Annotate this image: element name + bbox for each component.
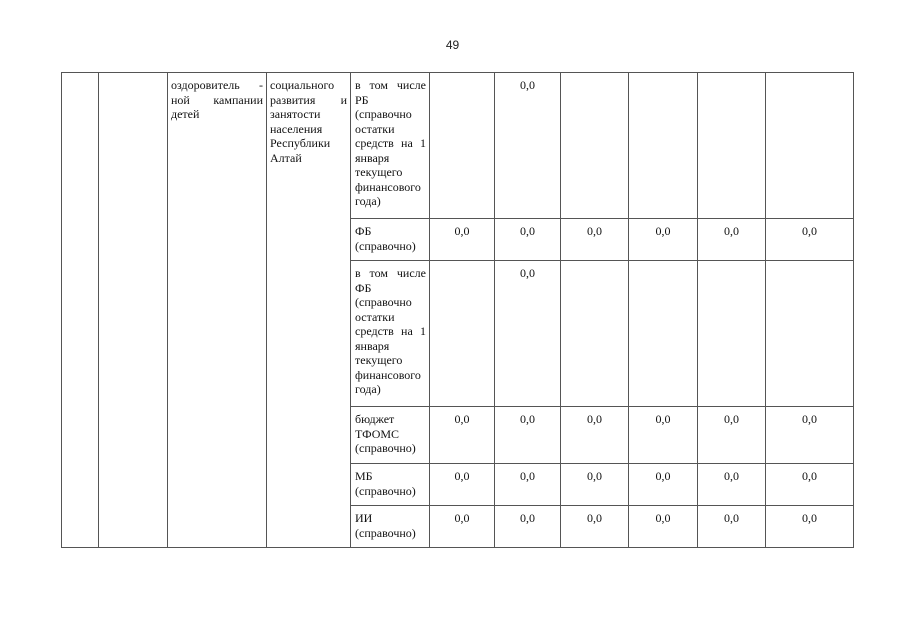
funding-source-cell: в том числе ФБ (справочно остатки средств на 1 января текущего финансового года) (351, 261, 430, 407)
value-cell: 0,0 (629, 219, 698, 261)
value-cell: 0,0 (495, 506, 561, 548)
value-cell: 0,0 (495, 73, 561, 219)
value-cell: 0,0 (698, 407, 766, 464)
value-cell (766, 261, 854, 407)
value-cell (629, 261, 698, 407)
value-cell: 0,0 (766, 219, 854, 261)
value-cell (561, 73, 629, 219)
program-cell (99, 73, 168, 548)
value-cell: 0,0 (430, 506, 495, 548)
value-cell (430, 73, 495, 219)
funding-table (61, 72, 854, 548)
value-cell: 0,0 (766, 506, 854, 548)
value-cell (561, 261, 629, 407)
table-row (62, 73, 854, 219)
value-cell: 0,0 (698, 506, 766, 548)
value-cell: 0,0 (561, 506, 629, 548)
value-cell: 0,0 (495, 261, 561, 407)
value-cell: 0,0 (629, 407, 698, 464)
value-cell: 0,0 (495, 464, 561, 506)
page-number: 49 (445, 38, 460, 52)
value-cell (430, 261, 495, 407)
funding-source-cell: ИИ (справочно) (351, 506, 430, 548)
value-cell (766, 73, 854, 219)
value-cell: 0,0 (430, 464, 495, 506)
value-cell: 0,0 (495, 407, 561, 464)
value-cell: 0,0 (430, 219, 495, 261)
value-cell (698, 73, 766, 219)
funding-source-cell: ФБ (справочно) (351, 219, 430, 261)
value-cell (629, 73, 698, 219)
value-cell (698, 261, 766, 407)
executor-cell: социального развития и занятости населения Республики Алтай (267, 73, 351, 548)
value-cell: 0,0 (698, 219, 766, 261)
value-cell: 0,0 (495, 219, 561, 261)
value-cell: 0,0 (629, 464, 698, 506)
value-cell: 0,0 (430, 407, 495, 464)
number-cell (62, 73, 99, 548)
funding-source-cell: в том числе РБ (справочно остатки средств на 1 января текущего финансового года) (351, 73, 430, 219)
value-cell: 0,0 (766, 464, 854, 506)
funding-source-cell: бюджет ТФОМС (справочно) (351, 407, 430, 464)
value-cell: 0,0 (698, 464, 766, 506)
value-cell: 0,0 (766, 407, 854, 464)
value-cell: 0,0 (561, 464, 629, 506)
value-cell: 0,0 (629, 506, 698, 548)
funding-source-cell: МБ (справочно) (351, 464, 430, 506)
event-name-cell: оздоровитель - ной кампании детей (168, 73, 267, 548)
value-cell: 0,0 (561, 407, 629, 464)
value-cell: 0,0 (561, 219, 629, 261)
